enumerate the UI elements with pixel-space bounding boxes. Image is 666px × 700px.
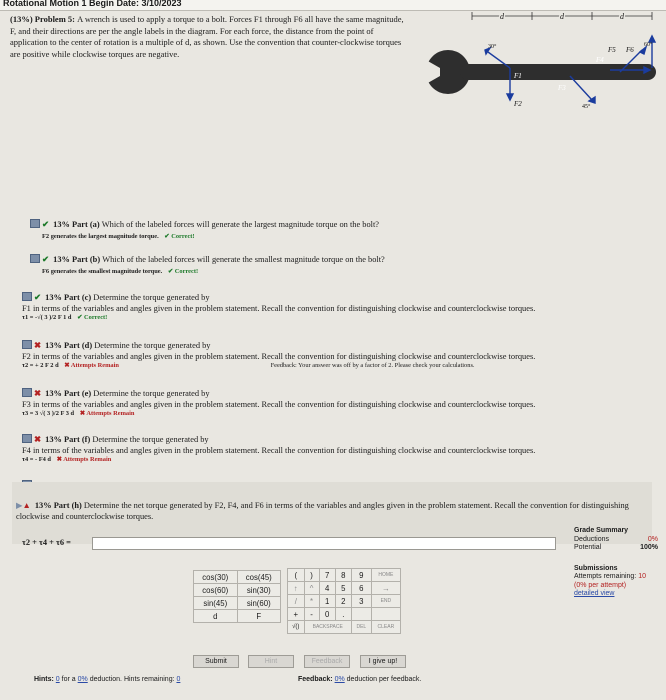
- feedback-button[interactable]: Feedback: [304, 655, 350, 668]
- part-b-head: 13% Part (b): [53, 255, 101, 264]
- key-cos30[interactable]: cos(30): [194, 571, 238, 584]
- part-e: [22, 388, 652, 418]
- part-e-head: 13% Part (e): [45, 389, 92, 398]
- wrench-body: [426, 50, 656, 94]
- part-f-question-2: F4 in terms of the variables and angles given in the problem statement. Recall the convention for distinguishing clockwise and counterclockwise torques.: [22, 445, 536, 455]
- part-a-answer: F2 generates the largest magnitude torque.: [42, 232, 159, 240]
- key-divide[interactable]: /: [288, 595, 305, 608]
- hint-text: deduction. Hints remaining:: [89, 676, 175, 683]
- key-del[interactable]: DEL: [351, 621, 371, 634]
- key-clear[interactable]: CLEAR: [371, 621, 400, 634]
- deductions-label: Deductions: [574, 535, 610, 543]
- part-b-answer: F6 generates the smallest magnitude torque.: [42, 267, 163, 275]
- key-right-arrow[interactable]: →: [371, 582, 400, 595]
- part-d-question: Determine the torque generated by: [94, 341, 211, 350]
- submit-button[interactable]: Submit: [193, 655, 239, 668]
- distance-markers: [472, 12, 652, 21]
- part-a-status: ✔ Correct!: [164, 232, 195, 240]
- hints-value: 0: [55, 676, 60, 683]
- f6-label: F6: [626, 46, 634, 54]
- part-h-head: 13% Part (h): [34, 501, 82, 510]
- part-d: [22, 340, 652, 370]
- grade-summary: [574, 527, 658, 599]
- f1-label: F1: [514, 72, 522, 80]
- part-f: [22, 434, 652, 464]
- key-cos60[interactable]: cos(60): [194, 584, 238, 597]
- key-5[interactable]: 5: [335, 582, 351, 595]
- f5-label: F5: [608, 46, 616, 54]
- key-sin45[interactable]: sin(45): [194, 597, 238, 610]
- potential-value: 100%: [640, 544, 658, 551]
- part-d-question-2: F2 in terms of the variables and angles given in the problem statement. Recall the convention for distinguishing clockwise and counterclockwise torques.: [22, 351, 536, 361]
- key-plus[interactable]: +: [288, 608, 305, 621]
- key-backspace[interactable]: BACKSPACE: [304, 621, 351, 634]
- answer-input[interactable]: [92, 537, 556, 550]
- for-a-label: for a: [61, 676, 76, 683]
- submissions-title: Submissions: [574, 564, 618, 572]
- expand-arrow-icon[interactable]: ▶: [16, 501, 23, 510]
- angle-45-label: 45°: [582, 104, 591, 110]
- distance-label-3: d: [620, 12, 624, 21]
- key-d[interactable]: d: [194, 610, 238, 623]
- key-4[interactable]: 4: [319, 582, 335, 595]
- hints-footer: [34, 676, 180, 683]
- key-blank-2[interactable]: [371, 608, 400, 621]
- key-f[interactable]: F: [237, 610, 281, 623]
- key-3[interactable]: 3: [351, 595, 371, 608]
- part-e-answer: τ3 = 3 √( 3 )/2 F 3 d: [22, 410, 75, 417]
- attempts-label: Attempts remaining:: [574, 573, 637, 580]
- part-h-question: Determine the net torque generated by F2, F4, and F6 in terms of the variables and angles given in the problem statement. Recall the convention for distinguishing clockwise and counterclockwise torques.: [16, 501, 629, 521]
- feedback-label: Feedback:: [298, 676, 333, 683]
- number-keypad: [287, 568, 401, 634]
- hints-remaining: 0: [176, 676, 181, 683]
- part-a-question: Which of the labeled forces will generate the largest magnitude torque on the bolt?: [101, 220, 380, 229]
- key-end[interactable]: END: [371, 595, 400, 608]
- part-icon: [22, 434, 32, 443]
- part-d-status: ✖ Attempts Remain: [64, 362, 119, 369]
- warning-icon: ▲: [22, 501, 31, 510]
- part-c-status: ✔ Correct!: [77, 314, 108, 321]
- part-c-head: 13% Part (c): [45, 293, 92, 302]
- part-icon: [30, 254, 40, 263]
- part-c-question: Determine the torque generated by: [93, 293, 210, 302]
- part-b-question: Which of the labeled forces will generate the smallest magnitude torque on the bolt?: [102, 255, 385, 264]
- key-sin60[interactable]: sin(60): [237, 597, 281, 610]
- part-e-question: Determine the torque generated by: [93, 389, 210, 398]
- check-icon: ✔: [34, 293, 42, 302]
- key-6[interactable]: 6: [351, 582, 371, 595]
- part-f-head: 13% Part (f): [45, 435, 91, 444]
- x-icon: ✖: [34, 341, 42, 350]
- part-b: [30, 254, 385, 276]
- part-e-question-2: F3 in terms of the variables and angles given in the problem statement. Recall the convention for distinguishing clockwise and counterclockwise torques.: [22, 399, 536, 409]
- key-9[interactable]: 9: [351, 569, 371, 582]
- key-2[interactable]: 2: [335, 595, 351, 608]
- key-0[interactable]: 0: [319, 608, 335, 621]
- part-d-feedback: Feedback: Your answer was off by a factor of 2. Please check your calculations.: [270, 362, 475, 369]
- key-power[interactable]: ^: [304, 582, 319, 595]
- part-d-answer: τ2 = + 2 F 2 d: [22, 362, 59, 369]
- key-8[interactable]: 8: [335, 569, 351, 582]
- part-icon: [30, 219, 40, 228]
- angle-30-label: 30°: [488, 44, 497, 50]
- part-f-question: Determine the torque generated by: [92, 435, 209, 444]
- wrench-diagram: [420, 10, 660, 120]
- distance-label-1: d: [500, 12, 504, 21]
- problem-text: A wrench is used to apply a torque to a bolt. Forces F1 through F6 all have the same magnitude, F, and their directions are per the angle labels in the diagram. For each force, the distance from the point of application to the center of rotation is a multiple of d, as shown. Use the convention that counter-clockwise torques are positive while clockwise torques are negative.: [10, 14, 404, 59]
- part-f-status: ✖ Attempts Remain: [56, 456, 112, 463]
- check-icon: ✔: [42, 220, 50, 229]
- part-icon: [22, 388, 32, 397]
- key-blank[interactable]: [351, 608, 371, 621]
- key-dot[interactable]: .: [335, 608, 351, 621]
- part-a-head: 13% Part (a): [53, 220, 100, 229]
- part-f-answer: τ4 = - F4 d: [22, 456, 51, 463]
- feedback-value: 0%: [334, 676, 345, 683]
- detailed-view-link[interactable]: detailed view: [574, 590, 615, 597]
- deductions-value: 0%: [647, 535, 658, 543]
- problem-statement: [10, 14, 410, 60]
- key-up-arrow[interactable]: ↑: [288, 582, 305, 595]
- f2-label: F2: [514, 100, 522, 108]
- check-icon: ✔: [42, 255, 50, 264]
- part-h-expression: τ2 + τ4 + τ6 =: [22, 538, 71, 547]
- part-c-question-2: F1 in terms of the variables and angles given in the problem statement. Recall the convention for distinguishing clockwise and counterclockwise torques.: [22, 303, 536, 313]
- key-minus[interactable]: -: [304, 608, 319, 621]
- key-cos45[interactable]: cos(45): [237, 571, 281, 584]
- part-b-status: ✔ Correct!: [167, 267, 199, 275]
- key-7[interactable]: 7: [319, 569, 335, 582]
- part-c-answer: τ1 = -√( 3 )/2 F 1 d: [22, 314, 72, 321]
- function-keypad: [193, 570, 281, 623]
- part-a: [30, 219, 379, 241]
- give-up-button[interactable]: I give up!: [360, 655, 406, 668]
- problem-label: (13%) Problem 5:: [10, 14, 75, 24]
- part-d-head: 13% Part (d): [45, 341, 93, 350]
- f3-label: F3: [558, 84, 566, 92]
- page-title: Rotational Motion 1 Begin Date: 3/10/2023: [3, 0, 182, 8]
- attempts-value: 10: [638, 573, 646, 580]
- key-home[interactable]: HOME: [371, 569, 400, 582]
- f4-label: F4: [596, 56, 604, 64]
- part-icon: [22, 340, 32, 349]
- angle-60-label: 60°: [644, 42, 653, 48]
- feedback-text: deduction per feedback.: [346, 676, 422, 683]
- potential-label: Potential: [574, 544, 602, 551]
- x-icon: ✖: [34, 389, 42, 398]
- grade-summary-title: Grade Summary: [574, 527, 629, 534]
- distance-label-2: d: [560, 12, 564, 21]
- part-e-status: ✖ Attempts Remain: [79, 410, 135, 417]
- key-1[interactable]: 1: [319, 595, 335, 608]
- key-close-paren[interactable]: ): [304, 569, 319, 582]
- per-attempt: (0% per attempt): [574, 581, 627, 589]
- part-icon: [22, 292, 32, 301]
- part-h: [16, 501, 652, 522]
- hint-deduction: 0%: [77, 676, 88, 683]
- x-icon: ✖: [34, 435, 42, 444]
- key-open-paren[interactable]: (: [288, 569, 305, 582]
- hint-button[interactable]: Hint: [248, 655, 294, 668]
- feedback-footer: [298, 676, 421, 683]
- key-sqrt[interactable]: √(): [288, 621, 305, 634]
- key-sin30[interactable]: sin(30): [237, 584, 281, 597]
- part-c: [22, 292, 652, 322]
- hints-label: Hints:: [34, 676, 54, 683]
- key-multiply[interactable]: *: [304, 595, 319, 608]
